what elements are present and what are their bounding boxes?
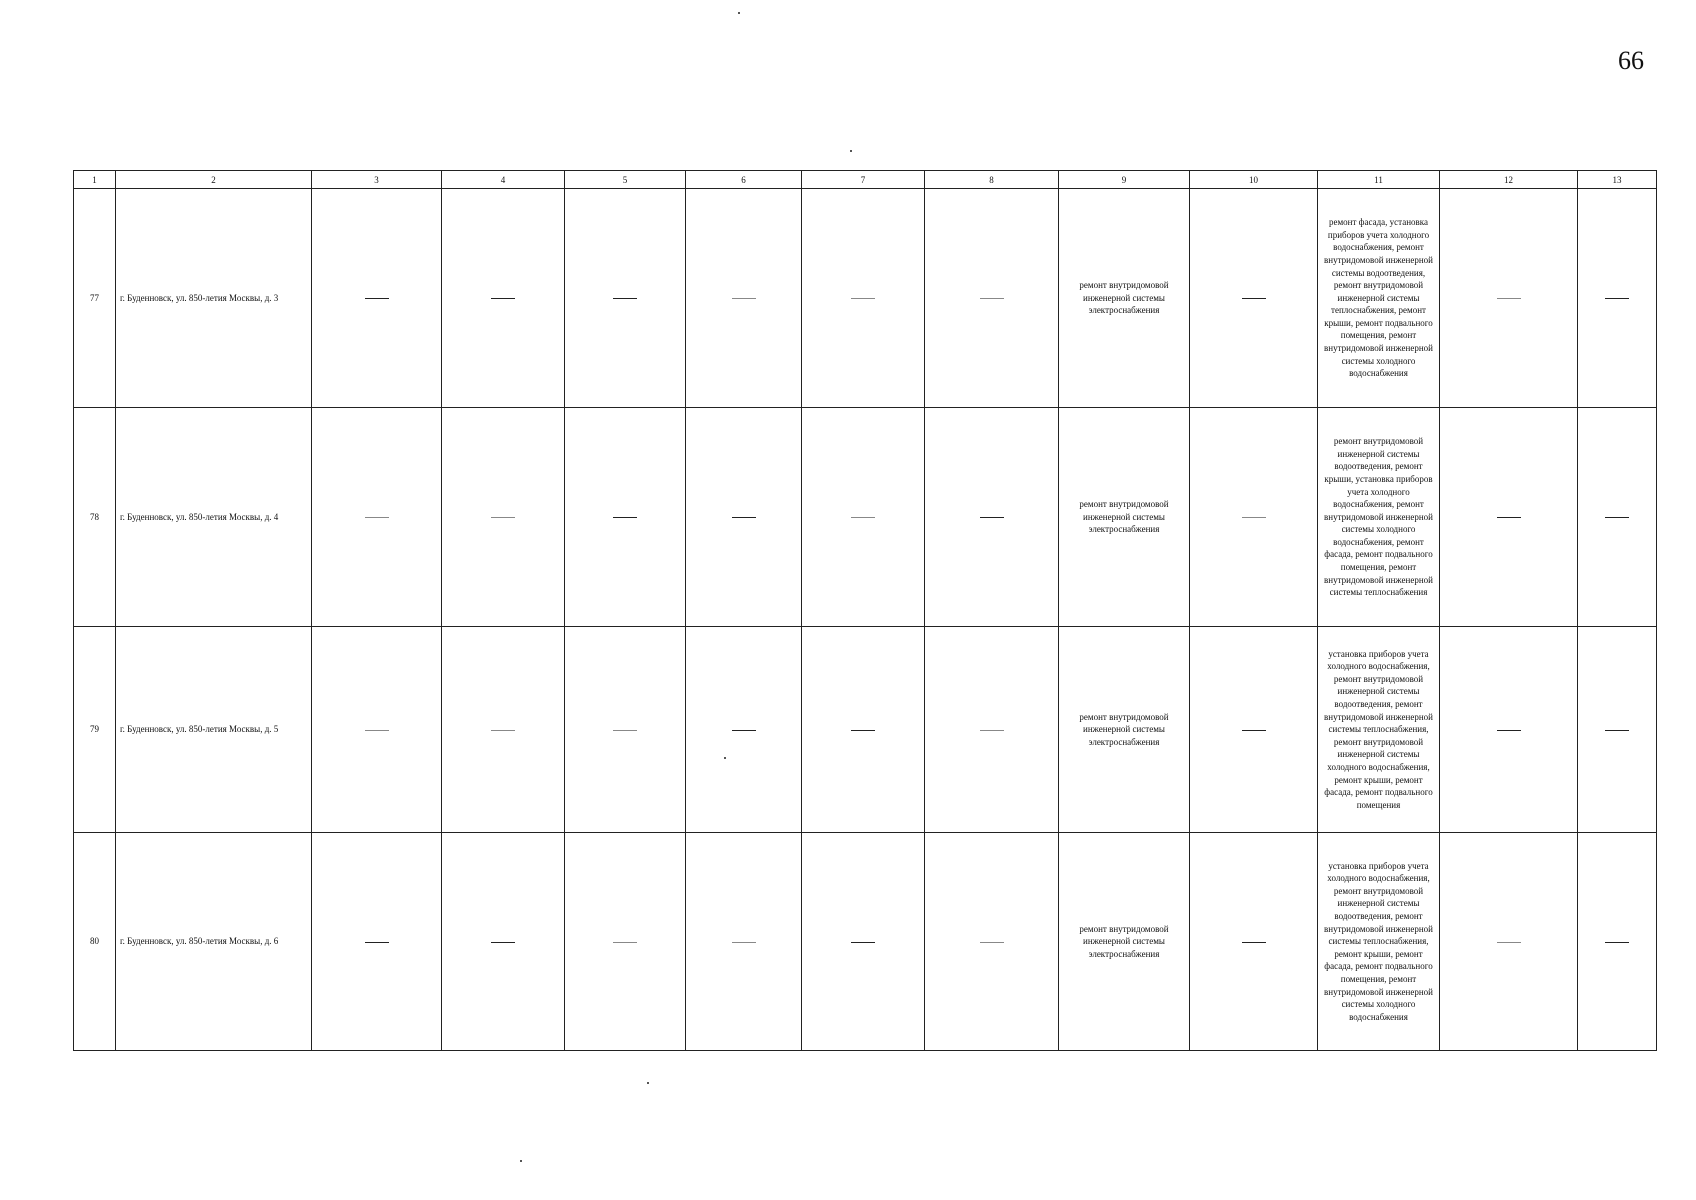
empty-cell [925,627,1059,833]
work-list-cell: ремонт внутридомовой инженерной системы водоотведения, ремонт крыши, установка приборов учета холодного водоснабжения, ремонт внутридомовой инженерной системы холодного водоснабжения, ремонт фасада, ремонт подвального помещения, ремонт внутридомовой инженерной системы теплоснабжения [1318,408,1440,627]
empty-cell [1578,627,1657,833]
column-number: 12 [1440,171,1578,189]
dash-mark [491,517,515,518]
row-number: 80 [74,833,116,1051]
dash-mark [980,298,1004,299]
dash-mark [1242,517,1266,518]
empty-cell [1578,408,1657,627]
scan-speck [520,1160,522,1162]
dash-mark [1605,517,1629,518]
empty-cell [686,627,802,833]
dash-mark [1605,730,1629,731]
row-number: 77 [74,189,116,408]
table-row [74,833,1657,1051]
scan-speck [647,1082,649,1084]
row-number: 79 [74,627,116,833]
empty-cell [1190,627,1318,833]
dash-mark [613,730,637,731]
column-number: 4 [442,171,565,189]
column-number: 2 [116,171,312,189]
empty-cell [312,189,442,408]
empty-cell [312,627,442,833]
repair-register-table [73,170,1657,1051]
empty-cell [802,833,925,1051]
dash-mark [365,730,389,731]
table-body [74,171,1657,1051]
empty-cell [565,189,686,408]
address-cell: г. Буденновск, ул. 850-летия Москвы, д. 4 [116,408,312,627]
dash-mark [732,942,756,943]
dash-mark [365,517,389,518]
dash-mark [851,298,875,299]
empty-cell [925,189,1059,408]
column-number: 9 [1059,171,1190,189]
empty-cell [1440,189,1578,408]
empty-cell [1578,833,1657,1051]
column-number: 8 [925,171,1059,189]
address-cell: г. Буденновск, ул. 850-летия Москвы, д. 5 [116,627,312,833]
empty-cell [442,408,565,627]
dash-mark [732,517,756,518]
dash-mark [851,517,875,518]
empty-cell [686,408,802,627]
dash-mark [1497,517,1521,518]
table-row [74,408,1657,627]
dash-mark [1497,298,1521,299]
work-type-cell: ремонт внутридомовой инженерной системы электроснабжения [1059,189,1190,408]
column-number: 3 [312,171,442,189]
dash-mark [491,298,515,299]
dash-mark [1497,942,1521,943]
empty-cell [686,833,802,1051]
address-cell: г. Буденновск, ул. 850-летия Москвы, д. 3 [116,189,312,408]
empty-cell [565,833,686,1051]
empty-cell [312,408,442,627]
table-row [74,627,1657,833]
empty-cell [925,833,1059,1051]
column-number: 5 [565,171,686,189]
dash-mark [491,942,515,943]
dash-mark [491,730,515,731]
dash-mark [732,730,756,731]
empty-cell [925,408,1059,627]
page-number: 66 [1618,46,1644,75]
column-number: 7 [802,171,925,189]
dash-mark [1605,942,1629,943]
work-type-cell: ремонт внутридомовой инженерной системы электроснабжения [1059,408,1190,627]
dash-mark [732,298,756,299]
column-number: 10 [1190,171,1318,189]
dash-mark [613,517,637,518]
row-number: 78 [74,408,116,627]
work-list-cell: установка приборов учета холодного водоснабжения, ремонт внутридомовой инженерной системы водоотведения, ремонт внутридомовой инженерной системы теплоснабжения, ремонт крыши, ремонт фасада, ремонт подвального помещения, ремонт внутридомовой инженерной системы холодного водоснабжения [1318,833,1440,1051]
dash-mark [365,942,389,943]
empty-cell [442,627,565,833]
dash-mark [1242,298,1266,299]
empty-cell [1190,189,1318,408]
dash-mark [980,942,1004,943]
dash-mark [1242,942,1266,943]
empty-cell [802,189,925,408]
column-number: 6 [686,171,802,189]
table-row [74,189,1657,408]
empty-cell [565,408,686,627]
column-number: 1 [74,171,116,189]
empty-cell [442,833,565,1051]
work-type-cell: ремонт внутридомовой инженерной системы электроснабжения [1059,833,1190,1051]
empty-cell [802,408,925,627]
empty-cell [565,627,686,833]
dash-mark [980,730,1004,731]
empty-cell [1578,189,1657,408]
empty-cell [442,189,565,408]
column-number-row [74,171,1657,189]
scan-speck [850,150,852,152]
empty-cell [1440,833,1578,1051]
dash-mark [1605,298,1629,299]
work-list-cell: ремонт фасада, установка приборов учета холодного водоснабжения, ремонт внутридомовой инженерной системы водоотведения, ремонт внутридомовой инженерной системы теплоснабжения, ремонт крыши, ремонт подвального помещения, ремонт внутридомовой инженерной системы холодного водоснабжения [1318,189,1440,408]
work-type-cell: ремонт внутридомовой инженерной системы электроснабжения [1059,627,1190,833]
dash-mark [1497,730,1521,731]
dash-mark [365,298,389,299]
scan-speck [738,12,740,14]
dash-mark [1242,730,1266,731]
empty-cell [1190,408,1318,627]
dash-mark [613,298,637,299]
empty-cell [1190,833,1318,1051]
dash-mark [851,730,875,731]
work-list-cell: установка приборов учета холодного водоснабжения, ремонт внутридомовой инженерной системы водоотведения, ремонт внутридомовой инженерной системы теплоснабжения, ремонт внутридомовой инженерной системы холодного водоснабжения, ремонт крыши, ремонт фасада, ремонт подвального помещения [1318,627,1440,833]
empty-cell [1440,627,1578,833]
column-number: 13 [1578,171,1657,189]
empty-cell [686,189,802,408]
empty-cell [312,833,442,1051]
empty-cell [1440,408,1578,627]
empty-cell [802,627,925,833]
dash-mark [613,942,637,943]
dash-mark [980,517,1004,518]
column-number: 11 [1318,171,1440,189]
dash-mark [851,942,875,943]
address-cell: г. Буденновск, ул. 850-летия Москвы, д. 6 [116,833,312,1051]
